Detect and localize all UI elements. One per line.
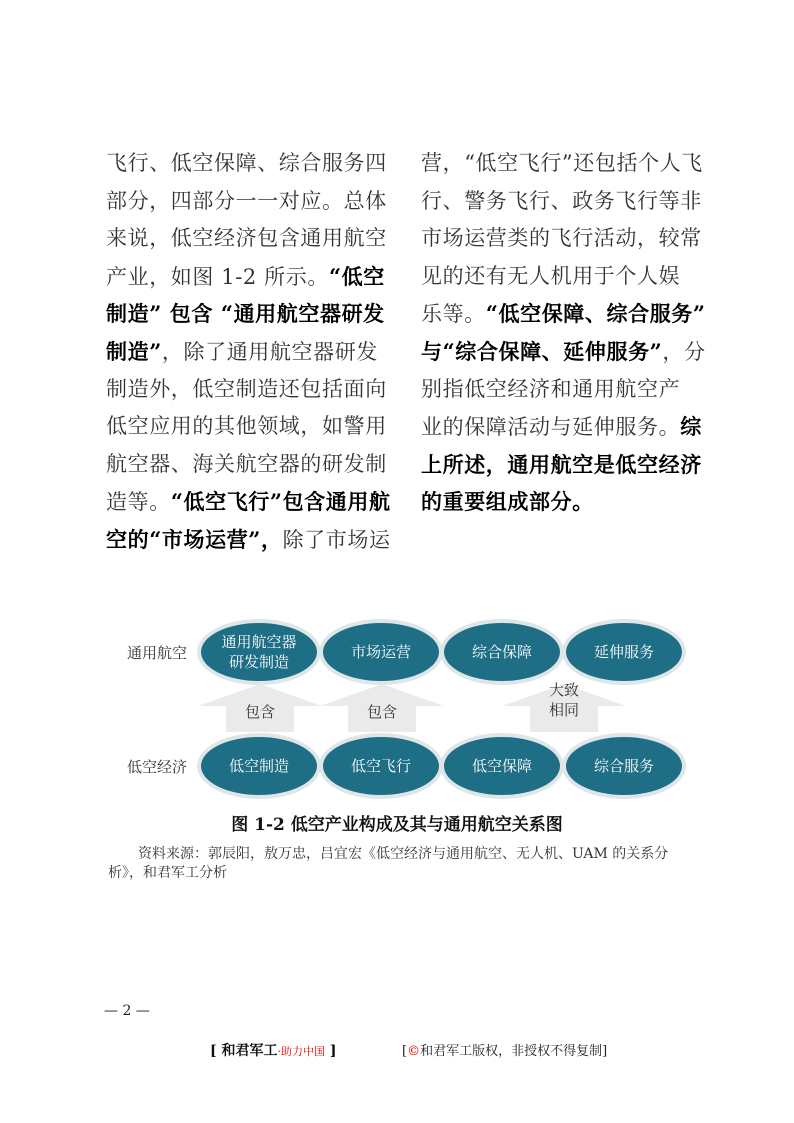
bold-text: “低空飞行”包含通用航: [170, 489, 391, 515]
text-line: [421, 408, 701, 446]
text: 乐等。: [421, 302, 486, 327]
brand-name: 和君军工: [221, 1043, 278, 1059]
figure-source: 资料来源：郭辰阳，敖万忠，吕宜宏《低空经济与通用航空、无人机、UAM 的关系分析》，和君军工分析: [108, 846, 669, 881]
text-line: [421, 145, 701, 183]
text-line: [421, 333, 706, 371]
text: 制造外，低空制造还包括面向: [106, 376, 387, 401]
text-line: [421, 371, 701, 409]
bold-text: 制造”: [106, 338, 162, 364]
text-line: [106, 145, 386, 183]
text: 产业，如图 1-2 所示。: [106, 264, 329, 289]
text-line: [106, 408, 386, 446]
copyright-text: 和君军工版权，非授权不得复制]: [420, 1044, 608, 1059]
text-line: [421, 258, 701, 296]
text: 部分，四部分一一对应。总体: [106, 188, 387, 213]
text: 造等。: [106, 490, 171, 515]
text-line: [106, 521, 391, 559]
text: 行、警务飞行、政务飞行等非: [421, 188, 702, 213]
bold-text: “低空保障、综合服务”: [485, 301, 706, 327]
text-line: [421, 220, 701, 258]
general-aviation-node: 市场运营: [319, 619, 443, 685]
general-aviation-node: 通用航空器 研发制造: [197, 619, 321, 685]
text-line: [106, 220, 386, 258]
general-aviation-node: 综合保障: [440, 619, 564, 685]
text-line: [106, 258, 386, 296]
up-arrow-icon: [320, 684, 444, 732]
text-line: [106, 371, 386, 409]
bold-text: 制造” 包含 “通用航空器研发: [106, 301, 385, 327]
low-altitude-node: 低空飞行: [319, 733, 443, 799]
text-line: [106, 446, 386, 484]
bracket: [: [402, 1044, 408, 1059]
text: 航空器、海关航空器的研发制: [106, 451, 387, 476]
bracket: ]: [325, 1043, 337, 1059]
text-line: [106, 183, 386, 221]
text-line: [421, 446, 701, 484]
copyright-icon: ©: [407, 1044, 421, 1059]
text-line: [106, 483, 391, 521]
relation-label: 包含: [366, 703, 397, 721]
bold-text: “低空: [328, 263, 385, 289]
row-label-low-altitude-economy: 低空经济: [127, 758, 188, 776]
text: 除了市场运: [282, 527, 391, 552]
text: 来说，低空经济包含通用航空: [106, 226, 387, 251]
bold-text: 综: [680, 414, 702, 440]
brand-slogan: 助力中国: [281, 1045, 325, 1058]
text: 见的还有无人机用于个人娱: [421, 263, 681, 288]
up-arrow-icon: [502, 681, 626, 732]
relation-label: 大致 相同: [548, 681, 579, 719]
text: 飞行、低空保障、综合服务四: [106, 151, 387, 175]
text: ，除了通用航空器研发: [161, 339, 378, 364]
row-label-general-aviation: 通用航空: [127, 644, 188, 662]
text-line: [421, 183, 701, 221]
brand-dot: ·: [277, 1045, 281, 1058]
footer-copyright: [402, 1040, 607, 1059]
text: 别指低空经济和通用航空产: [421, 376, 681, 401]
text: 营，“低空飞行”还包括个人飞: [421, 151, 703, 175]
bracket: [: [210, 1043, 222, 1059]
general-aviation-node: 延伸服务: [562, 619, 686, 685]
bold-text: 上所述，通用航空是低空经济: [421, 451, 702, 477]
bold-text: 的重要组成部分。: [421, 489, 594, 515]
footer-brand: [210, 1040, 337, 1060]
text: 业的保障活动与延伸服务。: [421, 415, 681, 440]
text: 市场运营类的飞行活动，较常: [421, 226, 702, 251]
bold-text: 空的“市场运营”，: [106, 526, 283, 552]
bold-text: 与“综合保障、延伸服务”: [421, 338, 663, 364]
left-text-column: [106, 145, 391, 559]
text-line: [106, 333, 386, 371]
text: 低空应用的其他领域，如警用: [106, 414, 387, 439]
low-altitude-node: 低空制造: [197, 733, 321, 799]
low-altitude-node: 低空保障: [440, 733, 564, 799]
text-line: [421, 295, 706, 333]
up-arrow-icon: [198, 684, 322, 732]
text-line: [106, 295, 386, 333]
figure-caption: 图 1-2 低空产业构成及其与通用航空关系图: [231, 815, 563, 835]
text: ，分: [662, 339, 706, 364]
text-line: [421, 483, 701, 521]
relation-label: 包含: [244, 703, 275, 721]
page-number: — 2 —: [104, 1003, 150, 1019]
right-text-column: [421, 145, 706, 521]
low-altitude-node: 综合服务: [562, 733, 686, 799]
